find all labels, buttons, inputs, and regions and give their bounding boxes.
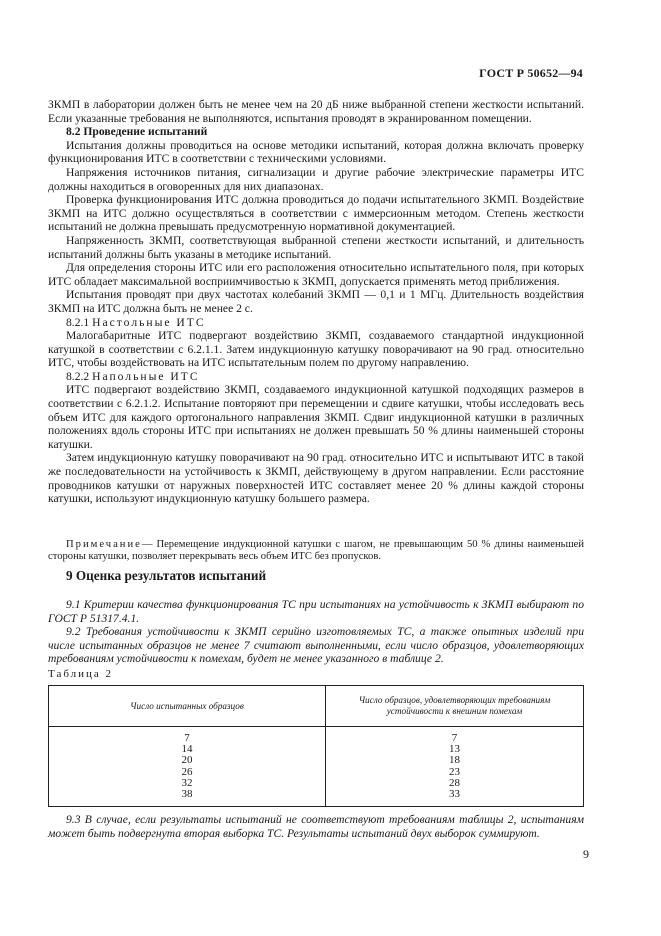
table-cell-value: 23 — [449, 765, 460, 778]
subsection-title: Настольные ИТС — [92, 315, 206, 329]
paragraph: 9.3 В случае, если результаты испытаний не соответствуют требованиям таблицы 2, испытаниям может быть подвергнута вторая выборка ТС. Результаты испытаний двух выборок суммируют. — [48, 813, 584, 840]
note-text: — Перемещение индукционной катушки с шагом, не превышающим 50 % длины наименьшей стороны катушки, позволяет перекрывать весь объем ИТС без пропусков. — [48, 538, 584, 563]
column-header-tested: Число испытанных образцов — [49, 686, 326, 727]
paragraph: Проверка функционирования ИТС должна проводиться до подачи испытательного ЗКМП. Воздействие ЗКМП на ИТС должно осуществляться в соответствии с иммерсионным методом. Степень жесткости испытаний не должна превышать предусмотренную нормативной документацией. — [48, 193, 584, 234]
paragraph: ИТС подвергают воздействию ЗКМП, создаваемого индукционной катушкой подходящих размеров в соответствии с 6.2.1.2. Испытание повторяют при перемещении и сдвиге катушки, чтобы исследовать весь объем ИТС для каждого ортогонального направления ЗКМП. Сдвиг индукционной катушки в различных положениях вдоль стороны ИТС при испытаниях не должен превышать 50 % длины наименьшей стороны катушки. — [48, 383, 584, 451]
table-caption: Таблица 2 — [48, 668, 114, 680]
subsection-number: 8.2.1 — [66, 315, 90, 329]
section-8-text — [48, 98, 584, 506]
paragraph: 9.1 Критерии качества функционирования ТС при испытаниях на устойчивость к ЗКМП выбирают по ГОСТ Р 51317.4.1. — [48, 598, 584, 625]
table-cell-value: 32 — [181, 776, 193, 789]
table-row — [49, 727, 584, 807]
tested-samples-cell — [49, 727, 326, 807]
subsection-number: 8.2.2 — [66, 369, 90, 383]
table-cell-value: 26 — [181, 765, 193, 778]
paragraph: 9.2 Требования устойчивости к ЗКМП серийно изготовляемых ТС, а также опытных изделий при числе испытанных образцов не менее 7 считают выполненными, если число образцов, удовлетворяющих требованиям устойчивости к помехам, будет не менее указанного в таблице 2. — [48, 625, 584, 666]
paragraph: Напряженность ЗКМП, соответствующая выбранной степени жесткости испытаний, и длительность испытаний должны быть указаны в методике испытаний. — [48, 233, 584, 261]
paragraph: Испытания должны проводиться на основе методики испытаний, которая должна включать проверку функционирования ИТС в соответствии с техническими условиями. — [48, 138, 584, 166]
subsection-heading-8-2-2 — [48, 370, 584, 384]
passed-samples-cell — [326, 727, 584, 807]
table-cell-value: 33 — [449, 788, 460, 801]
table-cell-value: 38 — [181, 788, 193, 801]
table-cell-value: 28 — [449, 776, 460, 789]
paragraph: Малогабаритные ИТС подвергают воздействию ЗКМП, создаваемого стандартной индукционной катушкой в соответствии с 6.2.1.1. Затем индукционную катушку поворачивают на 90 град. относительно ИТС, чтобы воздействовать на ИТС испытательным полем по другому направлению. — [48, 329, 584, 370]
table-cell-value: 14 — [181, 743, 193, 756]
subsection-title: Напольные ИТС — [92, 369, 200, 383]
table-cell-value: 13 — [449, 743, 460, 756]
document-header: ГОСТ Р 50652—94 — [479, 66, 583, 80]
subsection-heading-8-2: 8.2 Проведение испытаний — [66, 125, 208, 139]
page-number: 9 — [583, 847, 589, 861]
table-header-row — [49, 686, 584, 727]
paragraph: Испытания проводят при двух частотах колебаний ЗКМП — 0,1 и 1 МГц. Длительность воздействия ЗКМП на ИТС должна быть не менее 2 с. — [48, 288, 584, 315]
table-cell-value: 7 — [451, 732, 458, 744]
paragraph: ЗКМП в лаборатории должен быть не менее чем на 20 дБ ниже выбранной степени жесткости испытаний. Если указанные требования не выполняются, испытания проводят в экранированном помещении. — [48, 98, 584, 125]
table-cell-value: 18 — [449, 754, 460, 767]
section-heading-9: 9 Оценка результатов испытаний — [66, 568, 267, 583]
column-header-passed: Число образцов, удовлетворяющих требованиям устойчивости к внешним помехам — [326, 686, 584, 727]
note — [48, 539, 584, 564]
table-cell-value: 20 — [181, 754, 193, 767]
table-2 — [48, 685, 584, 807]
paragraph: Напряжения источников питания, сигнализации и другие рабочие электрические параметры ИТС должны находиться в оговоренных для них диапазонах. — [48, 165, 584, 193]
table-cell-value: 7 — [184, 732, 190, 744]
note-label: Примечание — [66, 538, 142, 550]
paragraph: Затем индукционную катушку поворачивают на 90 град. относительно ИТС и испытывают ИТС в такой же последовательности на устойчивость к ЗКМП, действующему в другом направлении. Если расстояние проводников катушки от наружных поверхностей ИТС составляет менее 20 % длины каждой стороны катушки, используют индукционную катушку большего размера. — [48, 451, 584, 506]
subsection-heading-8-2-1 — [48, 316, 584, 330]
section-9-text — [48, 598, 584, 666]
paragraph: Для определения стороны ИТС или его расположения относительно испытательного поля, при которых ИТС обладает максимальной восприимчивостью к ЗКМП, допускается применять метод приближения. — [48, 261, 584, 288]
